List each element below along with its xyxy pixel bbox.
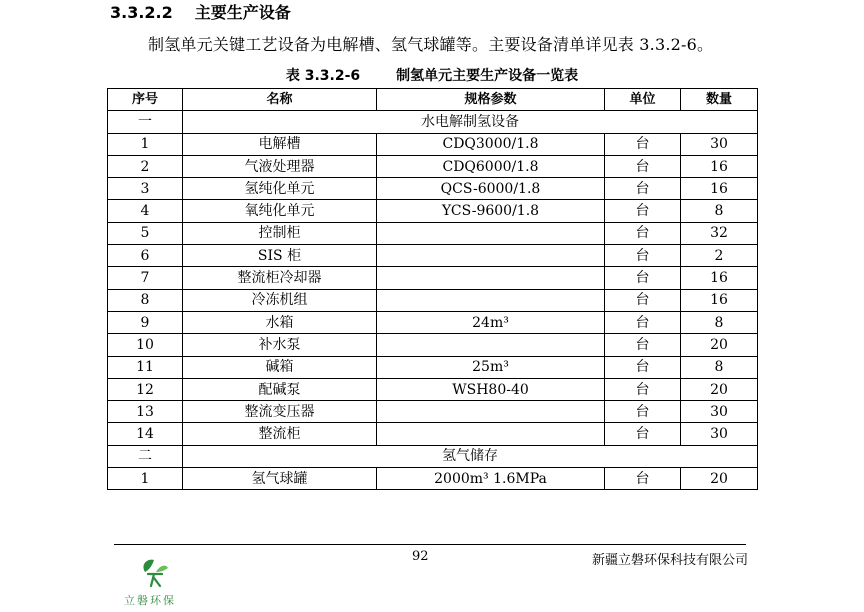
cell-no: 11 bbox=[108, 356, 183, 378]
page-number: 92 bbox=[412, 549, 429, 564]
cell-qty: 30 bbox=[681, 401, 758, 423]
cell-name: 碱箱 bbox=[183, 356, 377, 378]
section-heading bbox=[110, 0, 291, 26]
header-name: 名称 bbox=[183, 89, 377, 111]
cell-unit: 台 bbox=[605, 423, 681, 445]
cell-qty: 20 bbox=[681, 468, 758, 490]
cell-spec: 24m³ bbox=[377, 311, 605, 333]
cell-name: 整流变压器 bbox=[183, 401, 377, 423]
group-row-storage bbox=[108, 445, 758, 467]
cell-spec: WSH80-40 bbox=[377, 378, 605, 400]
cell-no: 8 bbox=[108, 289, 183, 311]
table-caption-number: 表 3.3.2-6 bbox=[285, 68, 361, 84]
leaf-icon bbox=[143, 560, 154, 572]
table-caption bbox=[0, 66, 864, 86]
cell-unit: 台 bbox=[605, 356, 681, 378]
cell-no: 1 bbox=[108, 468, 183, 490]
header-qty: 数量 bbox=[681, 89, 758, 111]
cell-spec: QCS-6000/1.8 bbox=[377, 178, 605, 200]
table-row bbox=[108, 468, 758, 490]
cell-name: 控制柜 bbox=[183, 222, 377, 244]
section-number: 3.3.2.2 bbox=[110, 3, 173, 22]
table-row bbox=[108, 401, 758, 423]
table-row bbox=[108, 133, 758, 155]
table-row bbox=[108, 267, 758, 289]
group-row-electrolysis bbox=[108, 111, 758, 133]
cell-no: 3 bbox=[108, 178, 183, 200]
cell-unit: 台 bbox=[605, 133, 681, 155]
table-row bbox=[108, 155, 758, 177]
cell-spec bbox=[377, 267, 605, 289]
cell-no: 9 bbox=[108, 311, 183, 333]
group-title: 水电解制氢设备 bbox=[183, 111, 758, 133]
group-title: 氢气储存 bbox=[183, 445, 758, 467]
cell-qty: 30 bbox=[681, 423, 758, 445]
header-no: 序号 bbox=[108, 89, 183, 111]
cell-spec: CDQ3000/1.8 bbox=[377, 133, 605, 155]
cell-qty: 16 bbox=[681, 178, 758, 200]
table-row bbox=[108, 334, 758, 356]
table-row bbox=[108, 289, 758, 311]
cell-spec: CDQ6000/1.8 bbox=[377, 155, 605, 177]
section-title: 主要生产设备 bbox=[194, 3, 291, 22]
cell-spec bbox=[377, 401, 605, 423]
group-number: 二 bbox=[108, 445, 183, 467]
table-header-row bbox=[108, 89, 758, 111]
table-row bbox=[108, 222, 758, 244]
cell-name: 氢气球罐 bbox=[183, 468, 377, 490]
cell-qty: 16 bbox=[681, 289, 758, 311]
footer-divider bbox=[114, 544, 746, 545]
cell-unit: 台 bbox=[605, 334, 681, 356]
cell-unit: 台 bbox=[605, 468, 681, 490]
table-row bbox=[108, 356, 758, 378]
table-row bbox=[108, 423, 758, 445]
cell-qty: 16 bbox=[681, 155, 758, 177]
cell-name: 整流柜冷却器 bbox=[183, 267, 377, 289]
table-row bbox=[108, 245, 758, 267]
table-caption-title: 制氢单元主要生产设备一览表 bbox=[396, 68, 579, 84]
cell-spec: YCS-9600/1.8 bbox=[377, 200, 605, 222]
cell-unit: 台 bbox=[605, 267, 681, 289]
cell-name: 配碱泵 bbox=[183, 378, 377, 400]
cell-name: SIS 柜 bbox=[183, 245, 377, 267]
cell-no: 14 bbox=[108, 423, 183, 445]
cell-name: 气液处理器 bbox=[183, 155, 377, 177]
cell-no: 5 bbox=[108, 222, 183, 244]
cell-no: 7 bbox=[108, 267, 183, 289]
cell-unit: 台 bbox=[605, 311, 681, 333]
cell-qty: 20 bbox=[681, 378, 758, 400]
cell-unit: 台 bbox=[605, 245, 681, 267]
cell-no: 6 bbox=[108, 245, 183, 267]
cell-name: 补水泵 bbox=[183, 334, 377, 356]
cell-no: 1 bbox=[108, 133, 183, 155]
cell-no: 2 bbox=[108, 155, 183, 177]
cell-spec bbox=[377, 222, 605, 244]
company-name: 新疆立磐环保科技有限公司 bbox=[592, 553, 749, 568]
cell-spec: 2000m³ 1.6MPa bbox=[377, 468, 605, 490]
header-spec: 规格参数 bbox=[377, 89, 605, 111]
cell-unit: 台 bbox=[605, 222, 681, 244]
cell-spec bbox=[377, 245, 605, 267]
cell-no: 4 bbox=[108, 200, 183, 222]
intro-paragraph: 制氢单元关键工艺设备为电解槽、氢气球罐等。主要设备清单详见表 3.3.2-6。 bbox=[148, 35, 714, 54]
cell-unit: 台 bbox=[605, 289, 681, 311]
cell-qty: 8 bbox=[681, 311, 758, 333]
cell-unit: 台 bbox=[605, 178, 681, 200]
cell-unit: 台 bbox=[605, 155, 681, 177]
cell-qty: 8 bbox=[681, 200, 758, 222]
company-logo bbox=[118, 556, 188, 610]
cell-spec bbox=[377, 334, 605, 356]
table-row bbox=[108, 200, 758, 222]
cell-qty: 32 bbox=[681, 222, 758, 244]
table-row bbox=[108, 378, 758, 400]
equipment-table bbox=[107, 88, 758, 490]
cell-spec bbox=[377, 289, 605, 311]
cell-name: 水箱 bbox=[183, 311, 377, 333]
cell-unit: 台 bbox=[605, 200, 681, 222]
cell-name: 氢纯化单元 bbox=[183, 178, 377, 200]
cell-unit: 台 bbox=[605, 401, 681, 423]
svg-text:立磐环保: 立磐环保 bbox=[124, 594, 176, 607]
cell-no: 10 bbox=[108, 334, 183, 356]
table-row bbox=[108, 178, 758, 200]
cell-name: 冷冻机组 bbox=[183, 289, 377, 311]
group-number: 一 bbox=[108, 111, 183, 133]
cell-name: 电解槽 bbox=[183, 133, 377, 155]
table-row bbox=[108, 311, 758, 333]
cell-qty: 20 bbox=[681, 334, 758, 356]
cell-spec: 25m³ bbox=[377, 356, 605, 378]
cell-name: 整流柜 bbox=[183, 423, 377, 445]
header-unit: 单位 bbox=[605, 89, 681, 111]
cell-no: 13 bbox=[108, 401, 183, 423]
cell-qty: 2 bbox=[681, 245, 758, 267]
cell-name: 氧纯化单元 bbox=[183, 200, 377, 222]
cell-qty: 30 bbox=[681, 133, 758, 155]
cell-unit: 台 bbox=[605, 378, 681, 400]
cell-qty: 8 bbox=[681, 356, 758, 378]
cell-qty: 16 bbox=[681, 267, 758, 289]
cell-no: 12 bbox=[108, 378, 183, 400]
cell-spec bbox=[377, 423, 605, 445]
